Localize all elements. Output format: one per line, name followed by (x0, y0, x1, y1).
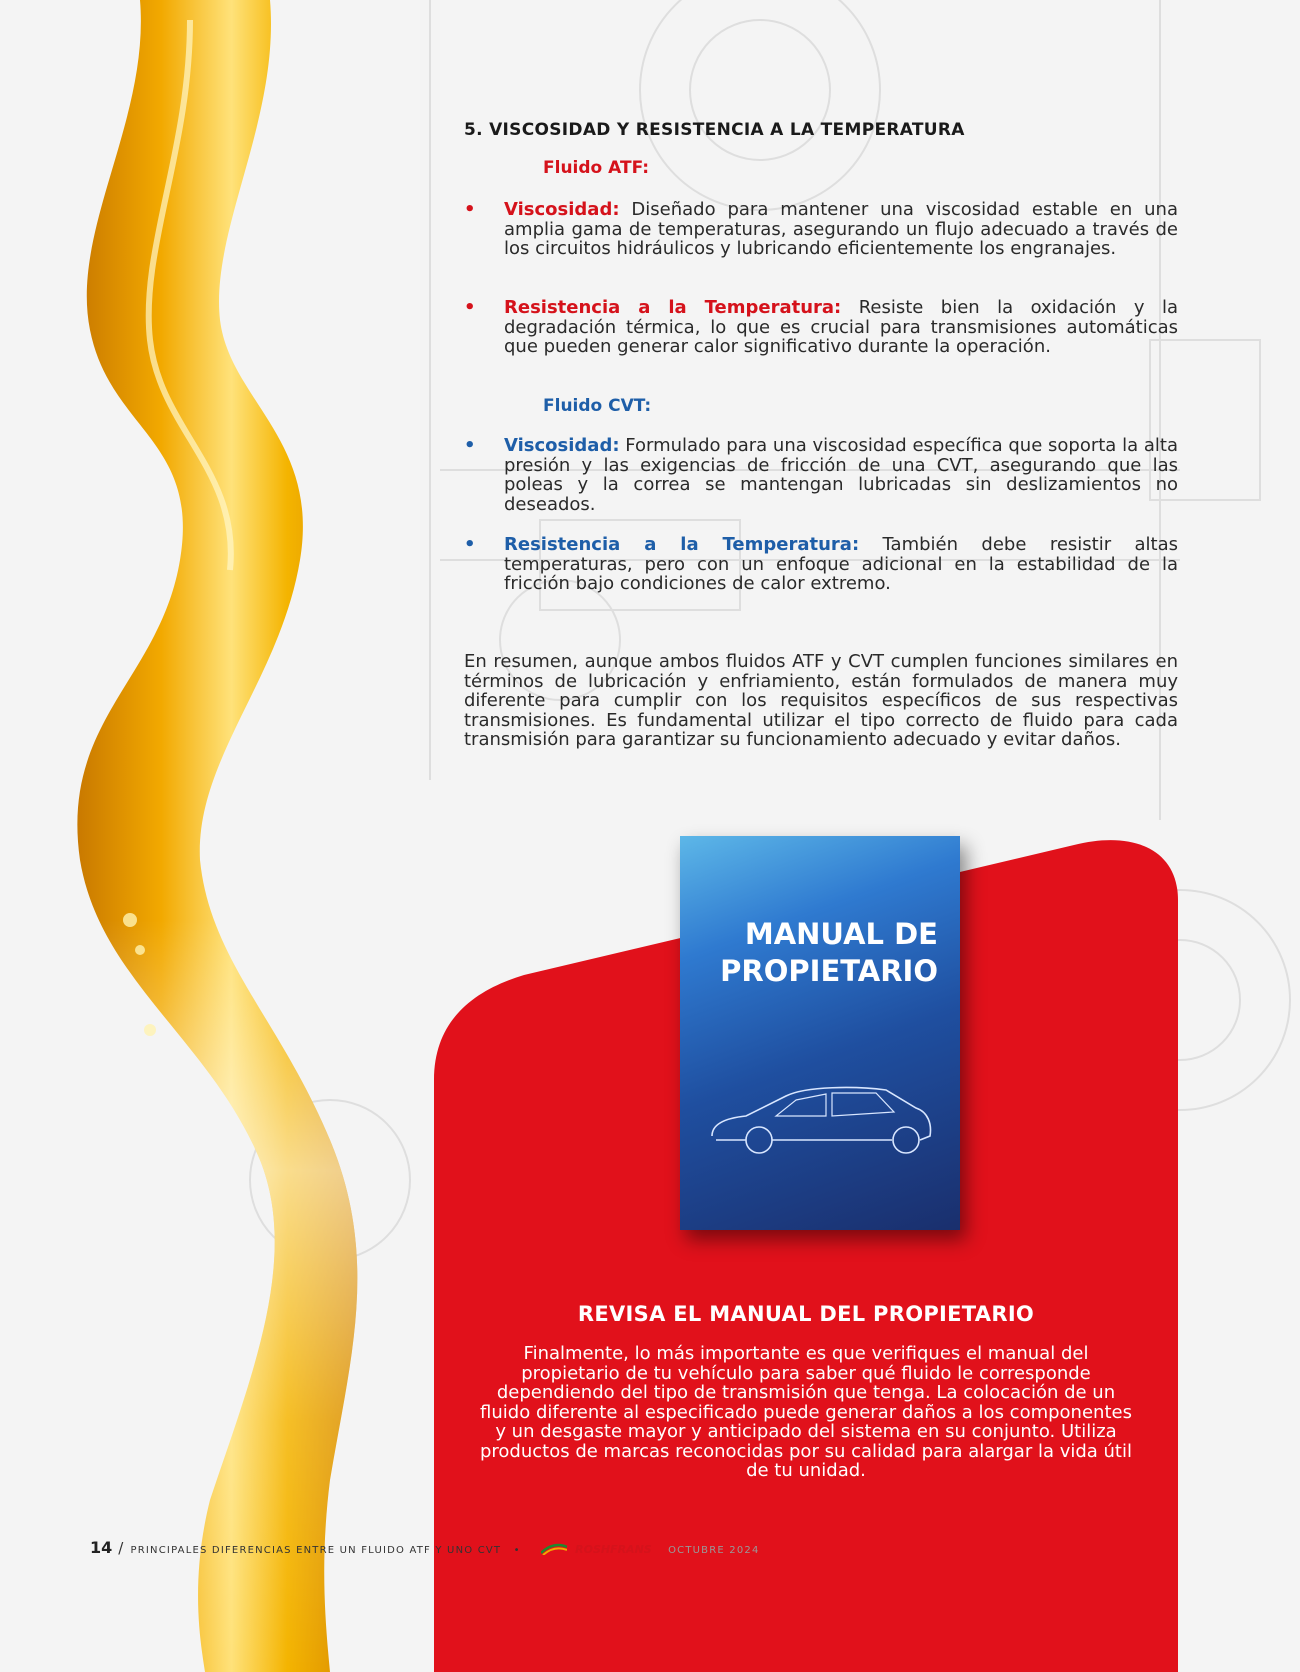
brand-name: ROSHFRANS (575, 1543, 652, 1556)
footer-slash: / (118, 1539, 125, 1557)
page-footer (90, 1538, 760, 1558)
revisa-paragraph: Finalmente, lo más importante es que verifiques el manual del propietario de tu vehículo para saber qué fluido le corresponde dependiendo del tipo de transmisión que tenga. La colocación de un fluido diferente al especificado puede generar daños a los componentes y un desgaste mayor y anticipado del sistema en su conjunto. Utiliza productos de marcas reconocidas por su calidad para alargar la vida útil de tu unidad. (479, 1343, 1132, 1481)
owner-manual-cover (680, 836, 960, 1230)
article-title: PRINCIPALES DIFERENCIAS ENTRE UN FLUIDO ATF Y UNO CVT (130, 1545, 502, 1556)
car-outline-icon (706, 1076, 936, 1166)
description: Resiste bien la oxidación y la degradación térmica, lo que es crucial para transmisiones automáticas que pueden generar calor significativo durante la operación. (504, 297, 1178, 357)
description: También debe resistir altas temperaturas, pero con un enfoque adicional en la estabilidad de la fricción bajo condiciones de calor extremo. (504, 534, 1178, 594)
revisa-title: REVISA EL MANUAL DEL PROPIETARIO (577, 1302, 1035, 1326)
bullet-icon: • (464, 297, 476, 318)
manual-title-line2: PROPIETARIO (720, 954, 938, 988)
term: Resistencia a la Temperatura: (504, 297, 842, 318)
manual-title-line1: MANUAL DE (744, 917, 938, 951)
roshfrans-logo-icon (541, 1543, 567, 1558)
page-number: 14 (90, 1538, 113, 1557)
term: Viscosidad: (504, 435, 620, 456)
bullet-icon: • (464, 435, 476, 456)
oil-stream-image (0, 0, 400, 1672)
atf-subheading: Fluido ATF: (543, 158, 650, 178)
term: Viscosidad: (504, 199, 620, 220)
bullet-icon: • (464, 534, 476, 555)
issue-date: OCTUBRE 2024 (668, 1545, 760, 1556)
cvt-subheading: Fluido CVT: (543, 396, 652, 416)
description: Diseñado para mantener una viscosidad estable en una amplia gama de temperaturas, asegurando un flujo adecuado a través de los circuitos hidráulicos y lubricando eficientemente los engranajes. (504, 199, 1178, 259)
term: Resistencia a la Temperatura: (504, 534, 860, 555)
footer-separator: • (513, 1545, 521, 1556)
summary-paragraph: En resumen, aunque ambos fluidos ATF y CVT cumplen funciones similares en términos de lubricación y enfriamiento, están formulados de manera muy diferente para cumplir con los requisitos específicos de sus respectivas transmisiones. Es fundamental utilizar el tipo correcto de fluido para cada transmisión para garantizar su funcionamiento adecuado y evitar daños. (464, 651, 1178, 750)
section-heading: 5. VISCOSIDAD Y RESISTENCIA A LA TEMPERATURA (464, 120, 965, 140)
bullet-icon: • (464, 199, 476, 220)
description: Formulado para una viscosidad específica que soporta la alta presión y las exigencias de fricción de una CVT, asegurando que las poleas y la correa se mantengan lubricadas sin deslizamientos no deseados. (504, 435, 1178, 515)
